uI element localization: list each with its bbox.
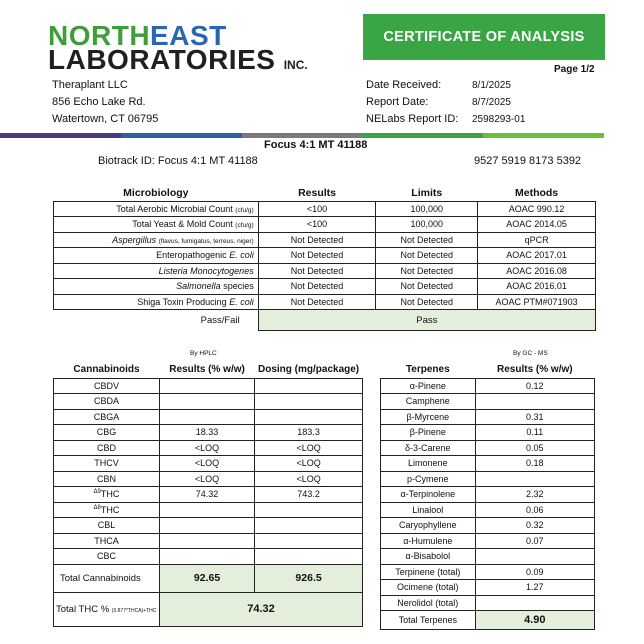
terpene-name: Limonene [381,456,476,472]
micro-test-name: Total Aerobic Microbial Count (cfu/g) [54,201,259,217]
terpene-name: Ocimene (total) [381,580,476,596]
micro-method: AOAC 990.12 [478,201,596,217]
table-row [54,294,596,310]
terpene-name: β-Pinene [381,425,476,441]
client-address-line2: Watertown, CT 06795 [52,113,159,125]
table-row [54,533,363,549]
total-terpenes-row [381,611,595,630]
cannabinoid-result: 18.33 [159,425,254,441]
micro-result: <100 [258,201,376,217]
terpene-result: 0.09 [475,564,594,580]
terpene-name: Terpinene (total) [381,564,476,580]
cannabinoid-name: CBL [54,518,160,534]
band-segment [362,133,483,138]
table-row [54,217,596,233]
micro-test-name: Total Yeast & Mold Count (cfu/g) [54,217,259,233]
biotrack-label: Biotrack ID: [98,155,155,167]
terpene-name: Camphene [381,394,476,410]
cannabinoid-dosing [255,409,363,425]
cannabinoid-dosing: <LOQ [255,471,363,487]
micro-test-name: Salmonella species [54,279,259,295]
micro-header-test: Microbiology [123,186,189,199]
micro-header-limits: Limits [411,186,443,199]
terpene-name: α-Humulene [381,533,476,549]
cannabinoid-result [159,409,254,425]
pass-fail-row [54,310,596,331]
cannabinoid-result: <LOQ [159,440,254,456]
cannabinoid-dosing [255,533,363,549]
report-id-value: 2598293-01 [472,114,526,125]
cannabinoid-result [159,502,254,518]
total-terpenes-label: Total Terpenes [381,611,476,630]
total-thc-label: Total THC % (0.877*THCA)+THC [54,592,160,626]
cannabinoid-dosing: <LOQ [255,456,363,472]
terpene-name: Linalool [381,502,476,518]
terpene-result [475,549,594,565]
cannabinoid-name: CBC [54,549,160,565]
terpene-name: α-Bisabolol [381,549,476,565]
table-row [54,471,363,487]
client-address-line1: 856 Echo Lake Rd. [52,96,146,108]
certificate-title: CERTIFICATE OF ANALYSIS [363,14,605,60]
terpene-name: p-Cymene [381,471,476,487]
terpene-result [475,394,594,410]
terpenes-table [380,362,595,630]
table-row [54,487,363,503]
cannabinoid-name: $^{\Delta 9}$THC [54,487,160,503]
terpene-result: 0.31 [475,409,594,425]
table-row [381,425,595,441]
micro-limit: 100,000 [376,217,478,233]
micro-limit: Not Detected [376,279,478,295]
micro-method: AOAC 2014.05 [478,217,596,233]
table-row [381,502,595,518]
cannabinoid-name: $^{\Delta 8}$THC [54,502,160,518]
terpene-name: Caryophyllene [381,518,476,534]
cann-header-name: Cannabinoids [73,364,140,376]
report-date-label: Report Date: [366,96,429,108]
micro-method: AOAC PTM#071903 [478,294,596,310]
table-row [381,487,595,503]
terp-header-results: Results (% w/w) [497,364,573,376]
terpene-result [475,595,594,611]
microbiology-table [53,185,596,331]
cannabinoid-result: <LOQ [159,456,254,472]
terp-header-name: Terpenes [405,364,450,376]
page-number: Page 1/2 [554,64,595,75]
micro-test-name: Enteropathogenic E. coli [54,248,259,264]
table-row [54,549,363,565]
method-note-gc: By GC - MS [513,350,548,357]
band-segment [483,133,604,138]
terpene-name: α-Terpinolene [381,487,476,503]
micro-result: Not Detected [258,248,376,264]
micro-result: <100 [258,217,376,233]
micro-method: AOAC 2016.08 [478,263,596,279]
micro-limit: Not Detected [376,248,478,264]
table-row [381,456,595,472]
logo-labs: LABORATORIES [48,44,276,75]
cannabinoid-dosing: <LOQ [255,440,363,456]
cannabinoid-result [159,378,254,394]
table-row [54,201,596,217]
table-row [54,440,363,456]
cannabinoid-dosing [255,518,363,534]
terpene-name: δ-3-Carene [381,440,476,456]
band-segment [0,133,121,138]
cann-header-results: Results (% w/w) [169,364,245,376]
pass-fail-value: Pass [258,310,595,331]
table-row [54,263,596,279]
table-row [54,518,363,534]
cannabinoid-dosing: 743.2 [255,487,363,503]
micro-test-name: Aspergillus (flavus, fumigatus, terreus, niger) [54,232,259,248]
table-row [381,394,595,410]
cannabinoid-dosing [255,549,363,565]
total-cannabinoids-row [54,564,363,592]
table-row [381,549,595,565]
micro-method: AOAC 2017.01 [478,248,596,264]
band-segment [242,133,363,138]
table-row [54,394,363,410]
micro-limit: Not Detected [376,232,478,248]
cann-header-dosing: Dosing (mg/package) [258,364,360,376]
cannabinoid-result [159,518,254,534]
cannabinoid-name: CBN [54,471,160,487]
terpene-result: 0.05 [475,440,594,456]
cannabinoids-table [53,362,363,627]
band-segment [121,133,242,138]
micro-limit: 100,000 [376,201,478,217]
cannabinoid-dosing: 183.3 [255,425,363,441]
cannabinoid-name: CBDA [54,394,160,410]
terpene-result: 2.32 [475,487,594,503]
micro-test-name: Listeria Monocytogenes [54,263,259,279]
cannabinoid-dosing [255,502,363,518]
total-cannabinoids-dosing: 926.5 [255,564,363,592]
total-thc-row [54,592,363,626]
cannabinoid-name: CBG [54,425,160,441]
micro-header-results: Results [298,186,336,199]
biotrack-id [98,155,258,167]
micro-header-methods: Methods [514,186,559,199]
micro-result: Not Detected [258,294,376,310]
table-row [54,378,363,394]
micro-test-name: Shiga Toxin Producing E. coli [54,294,259,310]
cannabinoid-result [159,549,254,565]
terpene-result: 0.12 [475,378,594,394]
table-row [54,456,363,472]
terpene-name: α-Pinene [381,378,476,394]
logo-laboratories [48,46,308,74]
report-date-value: 8/7/2025 [472,97,511,108]
micro-limit: Not Detected [376,263,478,279]
table-row [381,580,595,596]
method-note-hplc: By HPLC [190,350,217,357]
terpene-result: 0.18 [475,456,594,472]
table-row [381,440,595,456]
table-row [54,248,596,264]
table-row [381,378,595,394]
table-row [381,409,595,425]
total-cannabinoids-result: 92.65 [159,564,254,592]
terpene-result: 0.07 [475,533,594,549]
table-row [54,425,363,441]
total-thc-value: 74.32 [159,592,362,626]
pass-fail-label: Pass/Fail [200,314,240,326]
micro-result: Not Detected [258,232,376,248]
logo-east: EAST [150,20,227,51]
cannabinoid-name: CBD [54,440,160,456]
micro-method: AOAC 2016.01 [478,279,596,295]
logo-inc: INC. [283,58,308,72]
table-row [381,471,595,487]
terpene-name: Nerolidol (total) [381,595,476,611]
cannabinoid-dosing [255,378,363,394]
cannabinoid-name: THCV [54,456,160,472]
table-row [54,279,596,295]
cannabinoid-name: THCA [54,533,160,549]
total-terpenes-value: 4.90 [475,611,594,630]
table-row [381,564,595,580]
cannabinoid-result [159,394,254,410]
date-received-value: 8/1/2025 [472,80,511,91]
terpene-result: 0.32 [475,518,594,534]
cannabinoid-result: <LOQ [159,471,254,487]
cannabinoid-dosing [255,394,363,410]
report-id-label: NELabs Report ID: [366,113,459,125]
table-row [381,518,595,534]
micro-result: Not Detected [258,279,376,295]
micro-method: qPCR [478,232,596,248]
cannabinoid-name: CBGA [54,409,160,425]
date-received-label: Date Received: [366,79,442,91]
terpene-result: 1.27 [475,580,594,596]
table-row [54,502,363,518]
tracking-number: 9527 5919 8173 5392 [474,155,582,167]
table-row [381,533,595,549]
total-cannabinoids-label: Total Cannabinoids [54,564,160,592]
cannabinoid-result [159,533,254,549]
sample-name: Focus 4:1 MT 41188 [264,139,368,151]
terpene-result: 0.06 [475,502,594,518]
terpene-result: 0.11 [475,425,594,441]
table-row [54,409,363,425]
micro-limit: Not Detected [376,294,478,310]
biotrack-value: Focus 4:1 MT 41188 [157,155,258,167]
terpene-name: β-Myrcene [381,409,476,425]
color-band [0,133,604,138]
client-name: Theraplant LLC [52,79,128,91]
cannabinoid-name: CBDV [54,378,160,394]
terpene-result [475,471,594,487]
table-row [54,232,596,248]
logo-north: NORTH [48,20,151,51]
table-row [381,595,595,611]
micro-result: Not Detected [258,263,376,279]
cannabinoid-result: 74.32 [159,487,254,503]
